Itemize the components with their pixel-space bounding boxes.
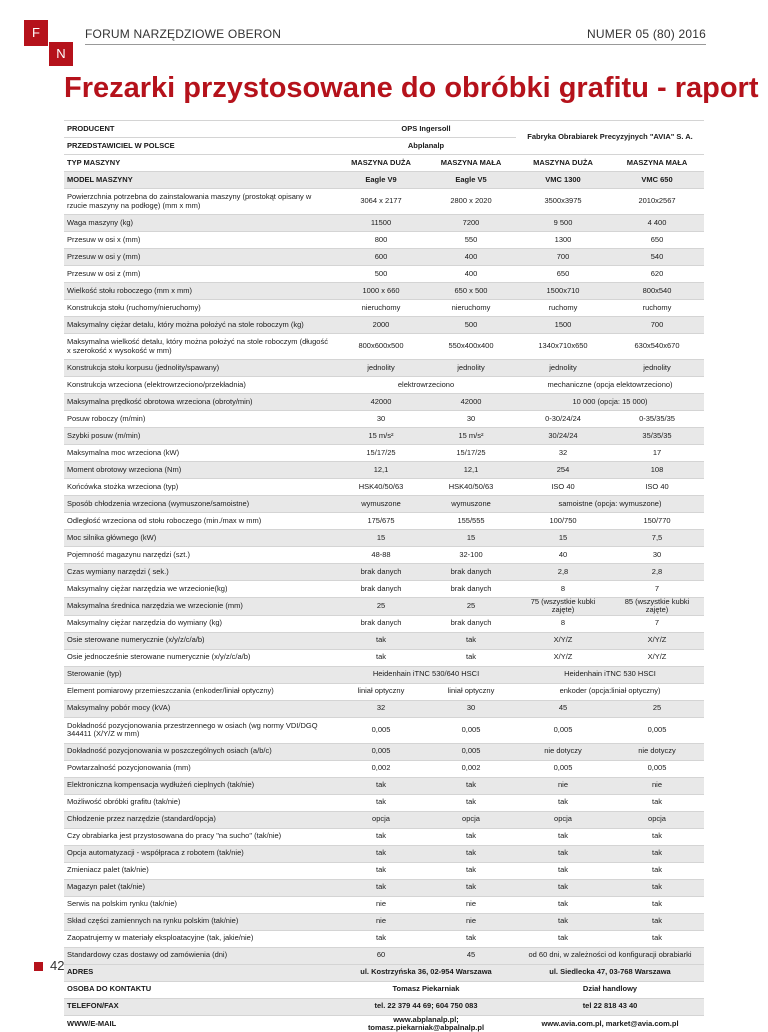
table-cell: 9 500: [516, 215, 610, 232]
row-label: Opcja automatyzacji - współpraca z robotem (tak/nie): [64, 845, 336, 862]
table-row: [64, 249, 704, 266]
table-cell: 32-100: [426, 547, 516, 564]
table-cell: 1340x710x650: [516, 334, 610, 360]
row-label: Konstrukcja wrzeciona (elektrowrzeciono/przekładnia): [64, 377, 336, 394]
table-cell: tak: [610, 930, 704, 947]
table-cell: 32: [516, 445, 610, 462]
machine-type: MASZYNA DUŻA: [336, 155, 426, 172]
table-row: [64, 913, 704, 930]
table-cell: 500: [426, 317, 516, 334]
table-cell: 11500: [336, 215, 426, 232]
table-cell: tak: [610, 913, 704, 930]
row-label: Czy obrabiarka jest przystosowana do pracy "na sucho" (tak/nie): [64, 828, 336, 845]
table-cell: tak: [610, 794, 704, 811]
table-cell: 3064 x 2177: [336, 189, 426, 215]
table-cell: 75 (wszystkie kubki zajęte): [516, 598, 610, 616]
table-cell: liniał optyczny: [336, 683, 426, 700]
row-label: Maksymalna prędkość obrotowa wrzeciona (obroty/min): [64, 394, 336, 411]
table-row: [64, 513, 704, 530]
table-row: [64, 947, 704, 964]
table-cell: 25: [336, 598, 426, 616]
table-row: [64, 998, 704, 1015]
table-cell: tak: [336, 879, 426, 896]
row-label: TYP MASZYNY: [64, 155, 336, 172]
row-label: Maksymalny ciężar detalu, który można położyć na stole roboczym (kg): [64, 317, 336, 334]
table-cell: tak: [516, 845, 610, 862]
table-cell: 650 x 500: [426, 283, 516, 300]
table-cell: tak: [516, 930, 610, 947]
table-cell: 100/750: [516, 513, 610, 530]
representative-ops: Abplanalp: [336, 138, 516, 155]
contact-avia: ul. Siedlecka 47, 03-768 Warszawa: [516, 964, 704, 981]
table-row: [64, 377, 704, 394]
table-cell: Heidenhain iTNC 530 HSCI: [516, 666, 704, 683]
table-cell: opcja: [426, 811, 516, 828]
table-row: [64, 496, 704, 513]
row-label: Końcówka stożka wrzeciona (typ): [64, 479, 336, 496]
machine-type: MASZYNA DUŻA: [516, 155, 610, 172]
table-cell: 7200: [426, 215, 516, 232]
table-cell: ruchomy: [516, 300, 610, 317]
section-tab-f: F: [24, 20, 48, 46]
table-cell: tak: [426, 649, 516, 666]
table-row: [64, 717, 704, 743]
table-row: [64, 360, 704, 377]
row-label: Zaopatrujemy w materiały eksploatacyjne (tak, jakie/nie): [64, 930, 336, 947]
table-cell: jednolity: [336, 360, 426, 377]
table-row: [64, 462, 704, 479]
table-row: [64, 760, 704, 777]
row-label: Skład części zamiennych na rynku polskim (tak/nie): [64, 913, 336, 930]
table-cell: opcja: [610, 811, 704, 828]
table-cell: 108: [610, 462, 704, 479]
table-cell: 4 400: [610, 215, 704, 232]
table-cell: 0-30/24/24: [516, 411, 610, 428]
table-cell: 2,8: [516, 564, 610, 581]
table-row: [64, 445, 704, 462]
row-label: OSOBA DO KONTAKTU: [64, 981, 336, 998]
row-label: Maksymalna średnica narzędzia we wrzecionie (mm): [64, 598, 336, 616]
row-label: Przesuw w osi y (mm): [64, 249, 336, 266]
table-row: [64, 777, 704, 794]
machine-model: Eagle V9: [336, 172, 426, 189]
table-cell: 0,005: [516, 717, 610, 743]
table-cell: 0,005: [610, 717, 704, 743]
table-cell: tak: [516, 794, 610, 811]
row-label: Sterowanie (typ): [64, 666, 336, 683]
table-cell: 0,005: [426, 717, 516, 743]
table-cell: 15/17/25: [336, 445, 426, 462]
table-cell: 1500x710: [516, 283, 610, 300]
row-label: Maksymalny ciężar narzędzia we wrzecionie(kg): [64, 581, 336, 598]
table-cell: 550: [426, 232, 516, 249]
table-cell: jednolity: [516, 360, 610, 377]
table-cell: 15: [426, 530, 516, 547]
table-cell: 42000: [336, 394, 426, 411]
table-cell: nieruchomy: [336, 300, 426, 317]
table-cell: 25: [426, 598, 516, 616]
issue-number: NUMER 05 (80) 2016: [587, 27, 706, 41]
table-row: [64, 121, 704, 138]
table-cell: tak: [516, 913, 610, 930]
table-cell: 800x600x500: [336, 334, 426, 360]
table-cell: 2000: [336, 317, 426, 334]
table-cell: 0,005: [426, 743, 516, 760]
row-label: Standardowy czas dostawy od zamówienia (dni): [64, 947, 336, 964]
contact-avia: tel 22 818 43 40: [516, 998, 704, 1015]
table-row: [64, 189, 704, 215]
table-row: [64, 581, 704, 598]
table-cell: tak: [426, 845, 516, 862]
row-label: Elektroniczna kompensacja wydłużeń cieplnych (tak/nie): [64, 777, 336, 794]
table-cell: samoistne (opcja: wymuszone): [516, 496, 704, 513]
table-cell: 60: [336, 947, 426, 964]
table-cell: tak: [336, 828, 426, 845]
header-divider: [85, 44, 706, 45]
table-cell: 400: [426, 249, 516, 266]
table-cell: 12,1: [336, 462, 426, 479]
table-cell: 30: [610, 547, 704, 564]
table-row: [64, 828, 704, 845]
table-cell: HSK40/50/63: [426, 479, 516, 496]
table-cell: 540: [610, 249, 704, 266]
table-cell: 15 m/s²: [426, 428, 516, 445]
table-cell: 0,005: [516, 760, 610, 777]
table-cell: 630x540x670: [610, 334, 704, 360]
table-cell: tak: [426, 777, 516, 794]
table-cell: 8: [516, 581, 610, 598]
row-label: Maksymalna moc wrzeciona (kW): [64, 445, 336, 462]
row-label: Moc silnika głównego (kW): [64, 530, 336, 547]
machine-model: VMC 650: [610, 172, 704, 189]
row-label: Przesuw w osi z (mm): [64, 266, 336, 283]
table-cell: nie: [336, 896, 426, 913]
table-cell: 0,005: [336, 743, 426, 760]
table-cell: brak danych: [336, 615, 426, 632]
table-cell: nie: [516, 777, 610, 794]
row-label: Element pomiarowy przemieszczania (enkoder/liniał optyczny): [64, 683, 336, 700]
table-row: [64, 666, 704, 683]
table-row: [64, 266, 704, 283]
table-cell: 500: [336, 266, 426, 283]
table-cell: 85 (wszystkie kubki zajęte): [610, 598, 704, 616]
table-row: [64, 547, 704, 564]
table-cell: 45: [426, 947, 516, 964]
table-row: [64, 862, 704, 879]
row-label: Moment obrotowy wrzeciona (Nm): [64, 462, 336, 479]
table-row: [64, 428, 704, 445]
table-cell: 150/770: [610, 513, 704, 530]
table-row: [64, 794, 704, 811]
machine-type: MASZYNA MAŁA: [610, 155, 704, 172]
row-label: Powtarzalność pozycjonowania (mm): [64, 760, 336, 777]
table-cell: tak: [336, 862, 426, 879]
table-cell: 25: [610, 700, 704, 717]
row-label: Sposób chłodzenia wrzeciona (wymuszone/samoistne): [64, 496, 336, 513]
table-cell: X/Y/Z: [610, 649, 704, 666]
row-label: WWW/E-MAIL: [64, 1015, 336, 1032]
table-cell: tak: [516, 828, 610, 845]
table-row: [64, 300, 704, 317]
machine-model: VMC 1300: [516, 172, 610, 189]
table-row: [64, 683, 704, 700]
row-label: Odległość wrzeciona od stołu roboczego (min./max w mm): [64, 513, 336, 530]
row-label: Osie sterowane numerycznie (x/y/z/c/a/b): [64, 632, 336, 649]
table-row: [64, 283, 704, 300]
table-cell: 2,8: [610, 564, 704, 581]
row-label: Zmieniacz palet (tak/nie): [64, 862, 336, 879]
table-row: [64, 215, 704, 232]
table-cell: ruchomy: [610, 300, 704, 317]
table-cell: tak: [336, 632, 426, 649]
table-cell: tak: [426, 862, 516, 879]
table-cell: 2010x2567: [610, 189, 704, 215]
table-cell: 650: [516, 266, 610, 283]
table-cell: 800: [336, 232, 426, 249]
table-cell: nie: [426, 913, 516, 930]
table-row: [64, 632, 704, 649]
producer-ops: OPS Ingersoll: [336, 121, 516, 138]
row-label: Posuw roboczy (m/min): [64, 411, 336, 428]
table-cell: 0,005: [610, 760, 704, 777]
row-label: Chłodzenie przez narzędzie (standard/opcja): [64, 811, 336, 828]
row-label: Maksymalna wielkość detalu, który można położyć na stole roboczym (długość x szerokość x wysokość w mm): [64, 334, 336, 360]
row-label: Możliwość obróbki grafitu (tak/nie): [64, 794, 336, 811]
table-cell: wymuszone: [336, 496, 426, 513]
table-cell: 0,002: [426, 760, 516, 777]
row-label: Osie jednocześnie sterowane numerycznie (x/y/z/c/a/b): [64, 649, 336, 666]
table-cell: tak: [516, 862, 610, 879]
table-cell: 7,5: [610, 530, 704, 547]
table-cell: tak: [336, 930, 426, 947]
table-cell: nie: [336, 913, 426, 930]
table-cell: 1500: [516, 317, 610, 334]
table-row: [64, 879, 704, 896]
contact-ops: ul. Kostrzyńska 36, 02-954 Warszawa: [336, 964, 516, 981]
row-label: TELEFON/FAX: [64, 998, 336, 1015]
table-cell: tak: [426, 794, 516, 811]
table-cell: liniał optyczny: [426, 683, 516, 700]
table-row: [64, 896, 704, 913]
table-cell: 32: [336, 700, 426, 717]
table-cell: 42000: [426, 394, 516, 411]
table-cell: brak danych: [426, 564, 516, 581]
table-cell: 30: [426, 700, 516, 717]
table-cell: 2800 x 2020: [426, 189, 516, 215]
table-cell: HSK40/50/63: [336, 479, 426, 496]
contact-ops: tel. 22 379 44 69; 604 750 083: [336, 998, 516, 1015]
table-cell: 700: [516, 249, 610, 266]
table-cell: elektrowrzeciono: [336, 377, 516, 394]
table-cell: 600: [336, 249, 426, 266]
table-row: [64, 1015, 704, 1032]
table-cell: 1300: [516, 232, 610, 249]
page-title: Frezarki przystosowane do obróbki grafitu - raport: [64, 72, 759, 104]
section-tab-n: N: [49, 42, 73, 66]
table-cell: Heidenhain iTNC 530/640 HSCI: [336, 666, 516, 683]
table-cell: tak: [426, 828, 516, 845]
row-label: PRZEDSTAWICIEL W POLSCE: [64, 138, 336, 155]
table-row: [64, 700, 704, 717]
table-cell: 800x540: [610, 283, 704, 300]
table-row: [64, 615, 704, 632]
table-cell: tak: [610, 845, 704, 862]
table-cell: X/Y/Z: [610, 632, 704, 649]
table-cell: nie dotyczy: [610, 743, 704, 760]
row-label: Konstrukcja stołu (ruchomy/nieruchomy): [64, 300, 336, 317]
table-cell: tak: [426, 632, 516, 649]
table-cell: 155/555: [426, 513, 516, 530]
table-cell: 700: [610, 317, 704, 334]
table-cell: 30/24/24: [516, 428, 610, 445]
row-label: Powierzchnia potrzebna do zainstalowania maszyny (prostokąt opisany w rzucie maszyny na podłogę) (mm x mm): [64, 189, 336, 215]
table-cell: brak danych: [426, 581, 516, 598]
page-number: 42: [50, 958, 65, 973]
table-row: [64, 530, 704, 547]
table-cell: od 60 dni, w zależności od konfiguracji obrabiarki: [516, 947, 704, 964]
table-cell: tak: [516, 879, 610, 896]
table-cell: jednolity: [610, 360, 704, 377]
table-cell: tak: [610, 879, 704, 896]
table-cell: X/Y/Z: [516, 632, 610, 649]
table-row: [64, 479, 704, 496]
table-cell: nie dotyczy: [516, 743, 610, 760]
publication-name: FORUM NARZĘDZIOWE OBERON: [85, 27, 282, 41]
table-cell: tak: [336, 777, 426, 794]
row-label: Maksymalny pobór mocy (kVA): [64, 700, 336, 717]
table-row: [64, 172, 704, 189]
table-cell: enkoder (opcja:liniał optyczny): [516, 683, 704, 700]
machine-type: MASZYNA MAŁA: [426, 155, 516, 172]
table-cell: ISO 40: [516, 479, 610, 496]
table-cell: X/Y/Z: [516, 649, 610, 666]
contact-ops: Tomasz Piekarniak: [336, 981, 516, 998]
row-label: MODEL MASZYNY: [64, 172, 336, 189]
machine-model: Eagle V5: [426, 172, 516, 189]
row-label: Czas wymiany narzędzi ( sek.): [64, 564, 336, 581]
table-cell: tak: [336, 794, 426, 811]
table-row: [64, 155, 704, 172]
table-row: [64, 598, 704, 616]
table-cell: 35/35/35: [610, 428, 704, 445]
table-cell: 15: [516, 530, 610, 547]
table-cell: 15/17/25: [426, 445, 516, 462]
table-row: [64, 411, 704, 428]
table-cell: brak danych: [426, 615, 516, 632]
table-cell: 12,1: [426, 462, 516, 479]
table-cell: 17: [610, 445, 704, 462]
contact-avia: Dział handlowy: [516, 981, 704, 998]
row-label: Dokładność pozycjonowania przestrzennego w osiach (wg normy VDI/DGQ 344411 (X/Y/Z w mm): [64, 717, 336, 743]
table-cell: 30: [426, 411, 516, 428]
table-cell: jednolity: [426, 360, 516, 377]
table-cell: nie: [610, 777, 704, 794]
table-cell: 620: [610, 266, 704, 283]
table-cell: tak: [516, 896, 610, 913]
table-cell: 0,005: [336, 717, 426, 743]
table-cell: 30: [336, 411, 426, 428]
row-label: Szybki posuw (m/min): [64, 428, 336, 445]
table-cell: opcja: [336, 811, 426, 828]
table-cell: nieruchomy: [426, 300, 516, 317]
table-cell: tak: [610, 862, 704, 879]
row-label: Waga maszyny (kg): [64, 215, 336, 232]
table-cell: 7: [610, 581, 704, 598]
row-label: Pojemność magazynu narzędzi (szt.): [64, 547, 336, 564]
row-label: Maksymalny ciężar narzędzia do wymiany (kg): [64, 615, 336, 632]
table-cell: mechaniczne (opcja elektowrzeciono): [516, 377, 704, 394]
table-row: [64, 930, 704, 947]
table-cell: ISO 40: [610, 479, 704, 496]
contact-avia: www.avia.com.pl, market@avia.com.pl: [516, 1015, 704, 1032]
table-cell: tak: [426, 879, 516, 896]
row-label: Magazyn palet (tak/nie): [64, 879, 336, 896]
table-cell: 650: [610, 232, 704, 249]
producer-avia: Fabryka Obrabiarek Precyzyjnych "AVIA" S. A.: [516, 121, 704, 155]
table-row: [64, 649, 704, 666]
row-label: Konstrukcja stołu korpusu (jednolity/spawany): [64, 360, 336, 377]
table-cell: 40: [516, 547, 610, 564]
table-cell: wymuszone: [426, 496, 516, 513]
table-cell: 7: [610, 615, 704, 632]
table-cell: tak: [426, 930, 516, 947]
table-cell: opcja: [516, 811, 610, 828]
table-cell: 0,002: [336, 760, 426, 777]
table-cell: tak: [336, 649, 426, 666]
row-label: Dokładność pozycjonowania w poszczególnych osiach (a/b/c): [64, 743, 336, 760]
row-label: ADRES: [64, 964, 336, 981]
table-cell: 400: [426, 266, 516, 283]
table-cell: 175/675: [336, 513, 426, 530]
table-cell: 15: [336, 530, 426, 547]
table-row: [64, 964, 704, 981]
table-row: [64, 232, 704, 249]
specification-table: [64, 120, 704, 1032]
table-row: [64, 334, 704, 360]
table-cell: 15 m/s²: [336, 428, 426, 445]
row-label: PRODUCENT: [64, 121, 336, 138]
table-row: [64, 811, 704, 828]
table-cell: nie: [426, 896, 516, 913]
table-cell: tak: [610, 896, 704, 913]
table-cell: 3500x3975: [516, 189, 610, 215]
table-cell: 550x400x400: [426, 334, 516, 360]
table-cell: 48-88: [336, 547, 426, 564]
row-label: Wielkość stołu roboczego (mm x mm): [64, 283, 336, 300]
table-cell: 254: [516, 462, 610, 479]
table-row: [64, 845, 704, 862]
table-cell: brak danych: [336, 564, 426, 581]
contact-ops: www.abplanalp.pl; tomasz.piekarniak@abpalnalp.pl: [336, 1015, 516, 1032]
table-row: [64, 981, 704, 998]
table-row: [64, 743, 704, 760]
table-row: [64, 317, 704, 334]
table-cell: 10 000 (opcja: 15 000): [516, 394, 704, 411]
table-cell: tak: [336, 845, 426, 862]
row-label: Przesuw w osi x (mm): [64, 232, 336, 249]
table-row: [64, 564, 704, 581]
table-cell: 0-35/35/35: [610, 411, 704, 428]
table-cell: tak: [610, 828, 704, 845]
row-label: Serwis na polskim rynku (tak/nie): [64, 896, 336, 913]
table-cell: brak danych: [336, 581, 426, 598]
table-row: [64, 394, 704, 411]
table-cell: 1000 x 660: [336, 283, 426, 300]
table-cell: 8: [516, 615, 610, 632]
table-cell: 45: [516, 700, 610, 717]
page-marker: [34, 962, 43, 971]
